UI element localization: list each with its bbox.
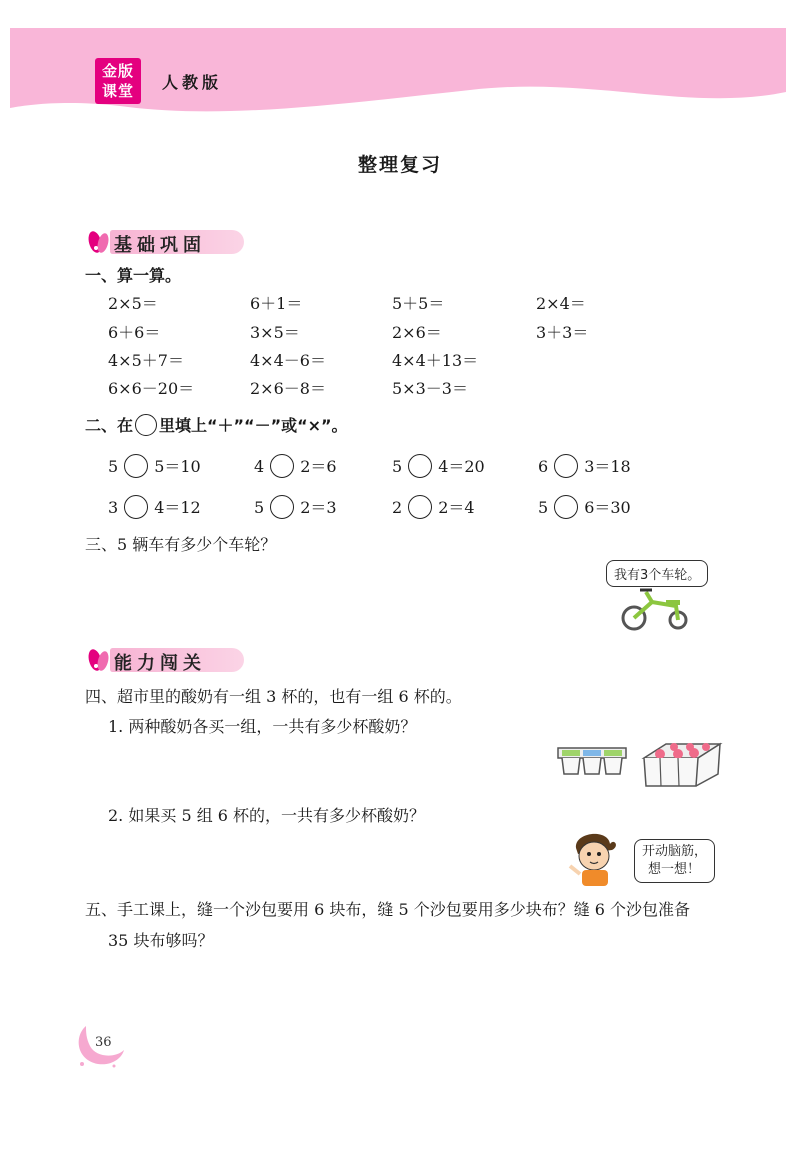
q1-heading: 一、算一算。: [85, 266, 182, 285]
section-title-basic: 基础巩固: [114, 235, 206, 256]
q1-eq: 5＋5＝: [392, 294, 445, 313]
q2-right: 2＝4: [438, 498, 475, 517]
brand-logo: [95, 58, 141, 104]
q2-left: 5: [538, 498, 549, 517]
logo-line2: 课堂: [101, 82, 134, 100]
q1-eq: 5×3－3＝: [392, 379, 468, 398]
page-title: 整理复习: [357, 154, 442, 176]
q1-eq: 2×4＝: [536, 294, 586, 313]
answer-circle[interactable]: [554, 495, 578, 519]
q1-eq: 6＋6＝: [108, 323, 161, 342]
answer-circle[interactable]: [270, 454, 294, 478]
q2-item: [538, 495, 631, 521]
q3-text: 三、5 辆车有多少个车轮？: [85, 535, 277, 554]
q2-right: 5＝10: [154, 457, 201, 476]
yogurt-3-pack-icon: [556, 744, 628, 776]
q2-left: 2: [392, 498, 403, 517]
q1-eq: 3×5＝: [250, 323, 300, 342]
q2-item: [108, 495, 201, 521]
q2-right: 4＝20: [438, 457, 485, 476]
q1-eq: 2×6＝: [392, 323, 442, 342]
q2-left: 3: [108, 498, 119, 517]
q2-right: 6＝30: [584, 498, 631, 517]
tricycle-icon: [616, 584, 696, 632]
answer-circle-icon: [135, 414, 157, 436]
answer-circle[interactable]: [124, 495, 148, 519]
rabbit-ears-icon: [84, 646, 112, 674]
q5-line1: 五、手工课上，缝一个沙包要用 6 块布，缝 5 个沙包要用多少块布？缝 6 个沙包准备: [85, 900, 691, 919]
answer-circle[interactable]: [554, 454, 578, 478]
bubble-line1: 开动脑筋，: [642, 844, 708, 859]
answer-circle[interactable]: [408, 495, 432, 519]
page-number: 36: [95, 1035, 112, 1050]
q4-text: 四、超市里的酸奶有一组 3 杯的，也有一组 6 杯的。: [85, 687, 462, 706]
q2-right: 2＝3: [300, 498, 337, 517]
q2-heading-suffix: 里填上“＋”“－”或“×”。: [159, 416, 348, 435]
section-banner-basic: [62, 228, 252, 256]
q2-left: 4: [254, 457, 265, 476]
q1-eq: 3＋3＝: [536, 323, 589, 342]
q2-left: 5: [108, 457, 119, 476]
answer-circle[interactable]: [408, 454, 432, 478]
q2-right: 4＝12: [154, 498, 201, 517]
q1-eq: 6×6－20＝: [108, 379, 195, 398]
edition-label: 人教版: [162, 73, 223, 92]
q2-item: [538, 454, 631, 480]
thinking-speech-bubble: [634, 839, 715, 883]
q2-item: [254, 454, 337, 480]
yogurt-6-pack-icon: [640, 738, 724, 790]
q2-left: 5: [254, 498, 265, 517]
tricycle-speech-bubble: 我有3个车轮。: [606, 560, 708, 587]
q4-sub1: 1. 两种酸奶各买一组，一共有多少杯酸奶？: [108, 717, 417, 736]
q2-heading-prefix: 二、在: [85, 416, 134, 435]
q2-item: [108, 454, 201, 480]
q5-line2: 35 块布够吗？: [108, 931, 214, 950]
logo-line1: 金版: [101, 62, 134, 80]
q1-eq: 2×6－8＝: [250, 379, 326, 398]
q2-left: 6: [538, 457, 549, 476]
q2-left: 5: [392, 457, 403, 476]
q1-eq: 6＋1＝: [250, 294, 303, 313]
q2-right: 2＝6: [300, 457, 337, 476]
q1-eq: 4×5＋7＝: [108, 351, 184, 370]
q2-item: [392, 454, 485, 480]
q1-eq: 4×4＋13＝: [392, 351, 479, 370]
bubble-line2: 想一想！: [648, 862, 701, 877]
answer-circle[interactable]: [124, 454, 148, 478]
q1-eq: 4×4－6＝: [250, 351, 326, 370]
answer-circle[interactable]: [270, 495, 294, 519]
section-banner-ability: [62, 646, 252, 674]
q1-eq: 2×5＝: [108, 294, 158, 313]
q2-heading: [85, 413, 348, 438]
thinking-boy-icon: [566, 826, 624, 888]
q2-right: 3＝18: [584, 457, 631, 476]
rabbit-ears-icon: [84, 228, 112, 256]
q2-item: [392, 495, 475, 521]
q4-sub2: 2. 如果买 5 组 6 杯的，一共有多少杯酸奶？: [108, 806, 426, 825]
section-title-ability: 能力闯关: [114, 653, 206, 674]
q2-item: [254, 495, 337, 521]
